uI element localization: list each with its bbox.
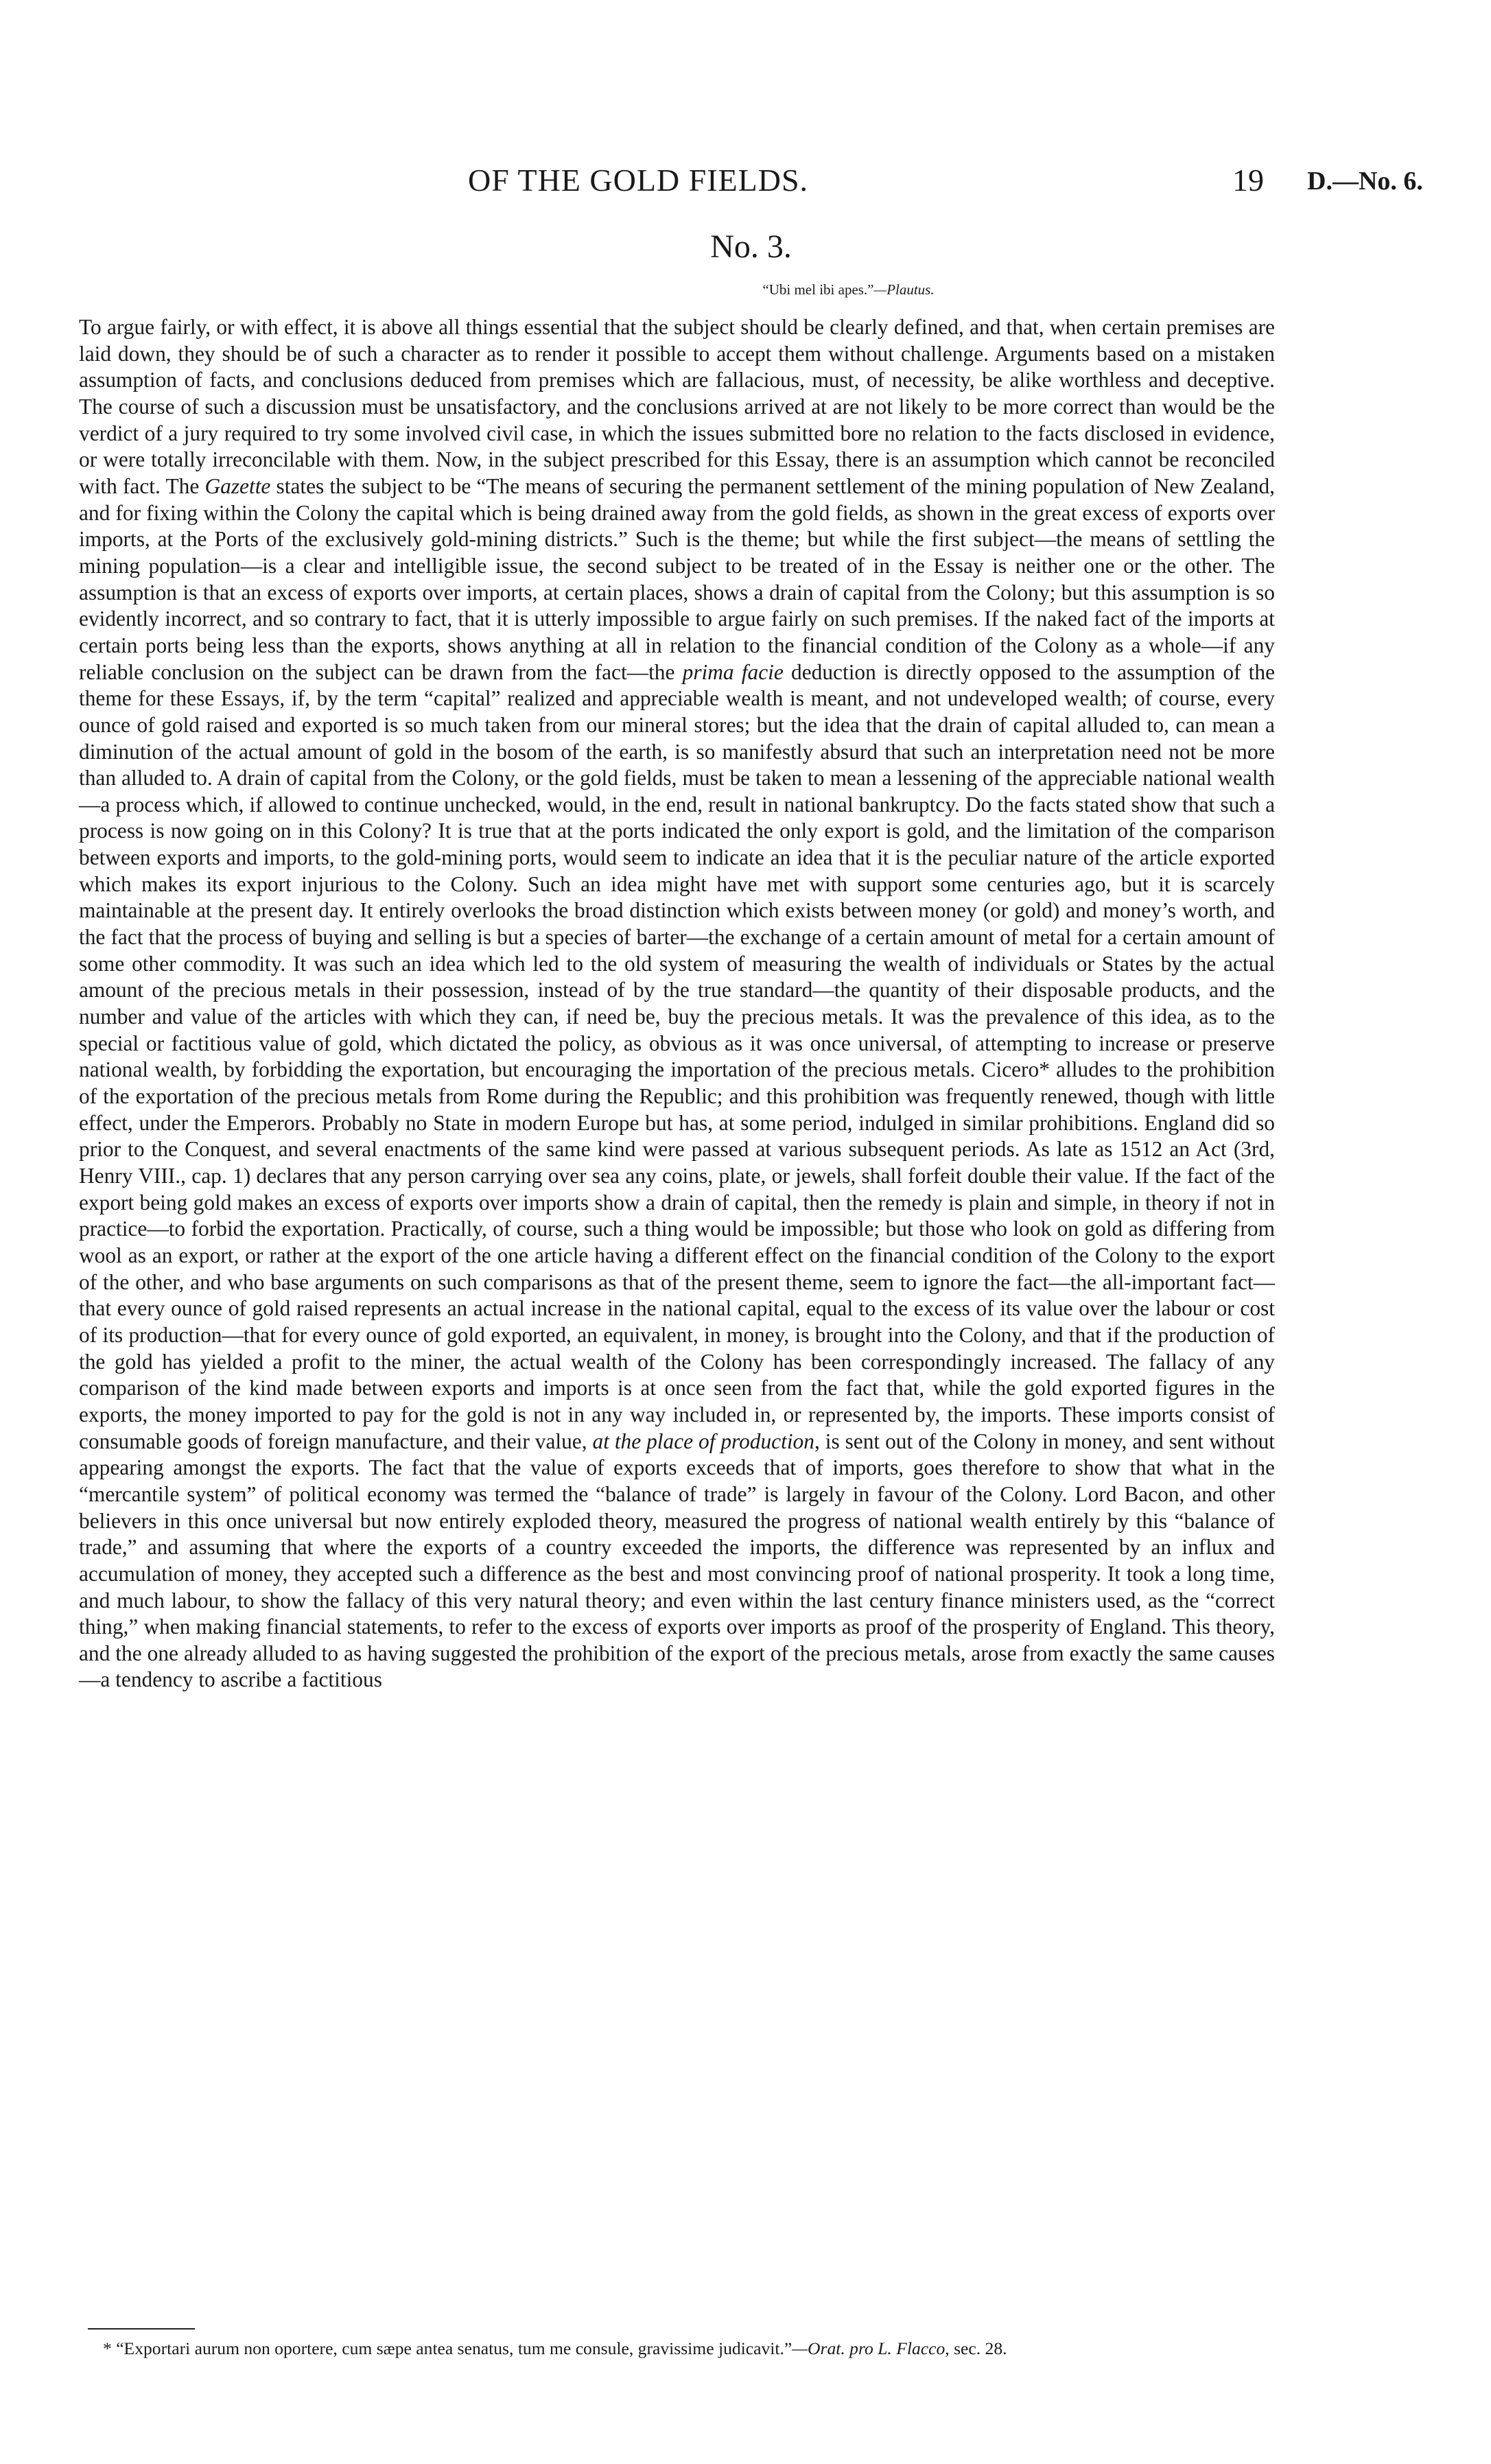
motto xyxy=(0,281,1491,298)
page-number: 19 xyxy=(1232,163,1264,198)
gazette-title: Gazette xyxy=(204,473,271,498)
essay-paragraph xyxy=(79,314,1275,1693)
body-segment-3: deduction is directly opposed to the assumption of the theme for these Essays, if, by the term “capital” realized and appreciable wealth is meant, and not undeveloped wealth; of course, every ounce of gold raised and exported is so much taken from our mineral stores; but the idea that the drain of capital alluded to, can mean a diminution of the actual amount of gold in the bosom of the earth, is so manifestly absurd that such an interpretation need not be more than alluded to. A drain of capital from the Colony, or the gold fields, must be taken to mean a lessening of the appreciable national wealth—a process which, if allowed to continue unchecked, would, in the end, result in national bankruptcy. Do the facts stated show that such a process is now going on in this Colony? It is true that at the ports indicated the only export is gold, and the limitation of the comparison between exports and imports, to the gold-mining ports, would seem to indicate an idea that it is the peculiar nature of the article exported which makes its export injurious to the Colony. Such an idea might have met with support some centuries ago, but it is scarcely maintainable at the present day. It entirely overlooks the broad distinction which exists between money (or gold) and money’s worth, and the fact that the process of buying and selling is but a species of barter—the exchange of a certain amount of metal for a certain amount of some other commodity. It was such an idea which led to the old system of measuring the wealth of individuals or States by the actual amount of the precious metals in their possession, instead of by the true standard—the quantity of their disposable products, and the number and value of the articles with which they can, if need be, buy the precious metals. It was the prevalence of this idea, as to the special or factitious value of gold, which dictated the policy, as obvious as it was once universal, of attempting to increase or preserve national wealth, by forbidding the exportation, but encouraging the importation of the precious metals. Cicero* alludes to the prohibition of the exportation of the precious metals from Rome during the Republic; and this prohibition was frequently renewed, though with little effect, under the Emperors. Probably no State in modern Europe but has, at some period, indulged in similar prohibitions. England did so prior to the Conquest, and several enactments of the same kind were passed at various subsequent periods. As late as 1512 an Act (3rd, Henry VIII., cap. 1) declares that any person carrying over sea any coins, plate, or jewels, shall forfeit double their value. If the fact of the export being gold makes an excess of exports over imports show a drain of capital, then the remedy is plain and simple, in theory if not in practice—to forbid the exportation. Practically, of course, such a thing would be impossible; but those who look on gold as differing from wool as an export, or rather at the export of the one article having a different effect on the financial condition of the Colony to the export of the other, and who base arguments on such comparisons as that of the present theme, seem to ignore the fact—the all-important fact—that every ounce of gold raised represents an actual increase in the national capital, equal to the excess of its value over the labour or cost of its production—that for every ounce of gold exported, an equivalent, in money, is brought into the Colony, and that if the production of the gold has yielded a profit to the miner, the actual wealth of the Colony has been correspondingly increased. The fallacy of any comparison of the kind made between exports and imports is at once seen from the fact that, while the gold exported figures in the exports, the money imported to pay for the gold is not in any way included in, or represented by, the imports. These imports consist of consumable goods of foreign manufacture, and their value, xyxy=(79,659,1276,1453)
essay-body xyxy=(79,314,1275,1693)
footnote-text: * “Exportari aurum non oportere, cum sæpe antea senatus, tum me consule, gravissime judicavit.” xyxy=(103,2338,793,2358)
body-segment-1: To argue fairly, or with effect, it is above all things essential that the subject should be clearly defined, and that, when certain premises are laid down, they should be of such a character as to render it possible to accept them without challenge. Arguments based on a mistaken assumption of facts, and conclusions deduced from premises which are fallacious, must, of necessity, be alike worthless and deceptive. The course of such a discussion must be unsatisfactory, and the conclusions arrived at are not likely to be more correct than would be the verdict of a jury required to try some involved civil case, in which the issues submitted bore no relation to the facts disclosed in evidence, or were totally irreconcilable with them. Now, in the subject prescribed for this Essay, there is an assumption which cannot be reconciled with fact. The xyxy=(79,315,1275,498)
page-header xyxy=(0,162,1491,203)
footnote xyxy=(79,2337,1275,2360)
footnote-divider xyxy=(88,2328,195,2330)
running-title: OF THE GOLD FIELDS. xyxy=(468,163,809,198)
essay-number: No. 3. xyxy=(710,228,792,265)
document-reference: D.—No. 6. xyxy=(1307,167,1423,196)
footnote-citation: —Orat. pro L. Flacco, xyxy=(792,2338,950,2358)
place-of-production-phrase: at the place of production xyxy=(592,1429,814,1453)
body-segment-2: states the subject to be “The means of securing the permanent settlement of the mining population of New Zealand, and for fixing within the Colony the capital which is being drained away from the gold fields, as shown in the great excess of exports over imports, at the Ports of the exclusively gold-mining districts.” Such is the theme; but while the first subject—the means of settling the mining population—is a clear and intelligible issue, the second subject to be treated of in the Essay is neither one or the other. The assumption is that an excess of exports over imports, at certain places, shows a drain of capital from the Colony; but this assumption is so evidently incorrect, and so contrary to fact, that it is utterly impossible to argue fairly on such premises. If the naked fact of the imports at certain ports being less than the exports, shows anything at all in relation to the financial condition of the Colony as a whole—if any reliable conclusion on the subject can be drawn from the fact—the xyxy=(79,473,1275,684)
motto-quote: “Ubi mel ibi apes.” xyxy=(762,281,874,298)
prima-facie-term: prima facie xyxy=(682,659,784,684)
body-segment-4: , is sent out of the Colony in money, and sent without appearing amongst the exports. The fact that the value of exports exceeds that of imports, goes therefore to show that what in the “mercantile system” of political economy was termed the “balance of trade” is largely in favour of the Colony. Lord Bacon, and other believers in this once universal but now entirely exploded theory, measured the progress of national wealth entirely by this “balance of trade,” and assuming that where the exports of a country exceeded the imports, the difference was represented by an influx and accumulation of money, they accepted such a difference as the best and most convincing proof of national prosperity. It took a long time, and much labour, to show the fallacy of this very natural theory; and even within the last century finance ministers used, as the “correct thing,” when making financial statements, to refer to the excess of exports over imports as proof of the prosperity of England. This theory, and the one already alluded to as having suggested the prohibition of the export of the precious metals, arose from exactly the same causes—a tendency to ascribe a factitious xyxy=(79,1429,1275,1692)
motto-author: —Plautus. xyxy=(873,281,935,298)
footnote-section: sec. 28. xyxy=(949,2338,1007,2358)
